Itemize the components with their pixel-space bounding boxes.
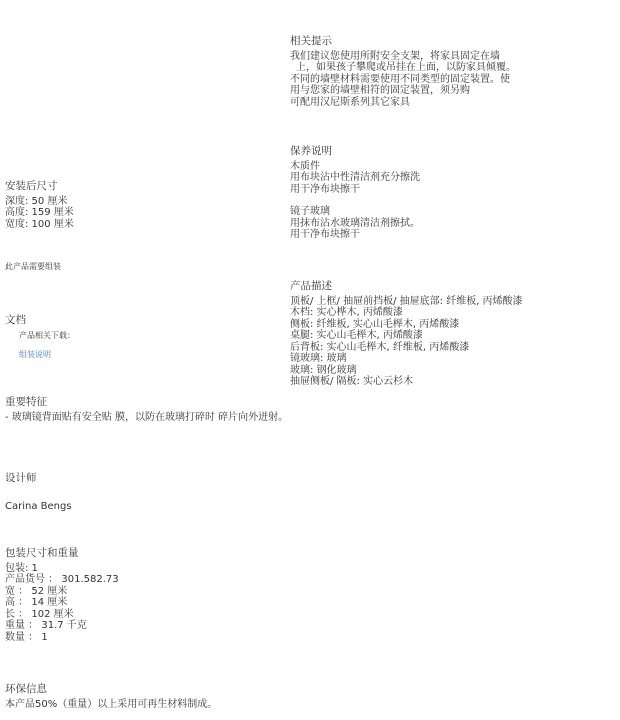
- features-section: [5, 397, 295, 424]
- environment-title: 环保信息: [5, 683, 47, 695]
- assembled-dimensions-section: [5, 181, 265, 230]
- documents-subtitle: 产品相关下载：: [19, 330, 75, 340]
- designer-section: [5, 473, 265, 512]
- assembled-height: 高度: 159 厘米: [5, 207, 74, 218]
- tips-line: 用与您家的墙壁相符的固定装置，须另购: [290, 85, 470, 96]
- care-glass-line: 用干净布块擦干: [290, 229, 360, 240]
- designer-name: Carina Bengs: [5, 500, 72, 512]
- product-description-line: 顶板/ 上框/ 抽屉前挡板/ 抽屉底部: 纤维板, 丙烯酸漆: [290, 295, 523, 307]
- tips-line: 可配用汉尼斯系列其它家具: [290, 96, 410, 108]
- package-line: 高 ： 14 厘米: [5, 597, 68, 608]
- package-line: 重量 ： 31.7 千克: [5, 620, 87, 631]
- environment-text: 本产品50%（重量）以上采用可再生材料制成。: [5, 698, 218, 710]
- documents-title: 文档: [5, 314, 26, 326]
- product-description-section: [290, 281, 550, 388]
- assembly-note: 此产品需要组装: [5, 262, 61, 271]
- package-line: 包装: 1: [5, 562, 38, 574]
- care-glass-line: 用抹布沾水玻璃清洁剂擦拭。: [290, 217, 420, 229]
- features-title: 重要特征: [5, 396, 47, 408]
- features-text: - 玻璃镜背面贴有安全贴 膜，以防在玻璃打碎时 碎片向外迸射。: [5, 411, 289, 423]
- tips-title: 相关提示: [290, 35, 332, 47]
- assembled-title: 安装后尺寸: [5, 180, 58, 192]
- care-section: [290, 146, 610, 241]
- care-glass-title: 镜子玻璃: [290, 206, 330, 217]
- product-description-line: 玻璃: 钢化玻璃: [290, 364, 357, 376]
- assembled-width: 宽度: 100 厘米: [5, 218, 74, 230]
- package-section: [5, 548, 265, 643]
- package-line: 数量 ： 1: [5, 631, 48, 643]
- assembled-depth: 深度: 50 厘米: [5, 195, 68, 207]
- care-title: 保养说明: [290, 145, 332, 157]
- product-description-line: 镜玻璃: 玻璃: [290, 353, 347, 364]
- care-wood-title: 木质件: [290, 160, 320, 172]
- package-title: 包装尺寸和重量: [5, 547, 79, 559]
- product-description-line: 侧板: 纤维板, 实心山毛榉木, 丙烯酸漆: [290, 318, 460, 330]
- designer-title: 设计师: [5, 472, 37, 484]
- tips-section: [290, 36, 610, 108]
- documents-section: [5, 315, 265, 361]
- product-description-line: 桌腿: 实心山毛榉木, 丙烯酸漆: [290, 330, 423, 341]
- product-description-line: 抽屉侧板/ 隔板: 实心云杉木: [290, 376, 414, 387]
- product-description-line: 木档: 实心桦木, 丙烯酸漆: [290, 307, 403, 318]
- tips-line: 上，如果孩子攀爬或吊挂在上面，以防家具倾覆。: [296, 62, 516, 73]
- product-description-title: 产品描述: [290, 280, 332, 292]
- tips-line: 我们建议您使用所附安全支架，将家具固定在墙: [290, 50, 500, 62]
- package-line: 宽 ： 52 厘米: [5, 585, 68, 597]
- assembly-instructions-link[interactable]: 组装说明: [19, 350, 51, 359]
- care-wood-line: 用干净布块擦干: [290, 183, 360, 195]
- environment-section: [5, 684, 305, 710]
- tips-line: 不同的墙壁材料需要使用不同类型的固定装置。使: [290, 73, 510, 85]
- package-line: 产品货号 ： 301.582.73: [5, 574, 119, 585]
- care-wood-line: 用布块沾中性清洁剂充分擦洗: [290, 172, 420, 183]
- product-description-line: 后背板: 实心山毛榉木, 纤维板, 丙烯酸漆: [290, 341, 470, 353]
- package-line: 长 ： 102 厘米: [5, 608, 74, 620]
